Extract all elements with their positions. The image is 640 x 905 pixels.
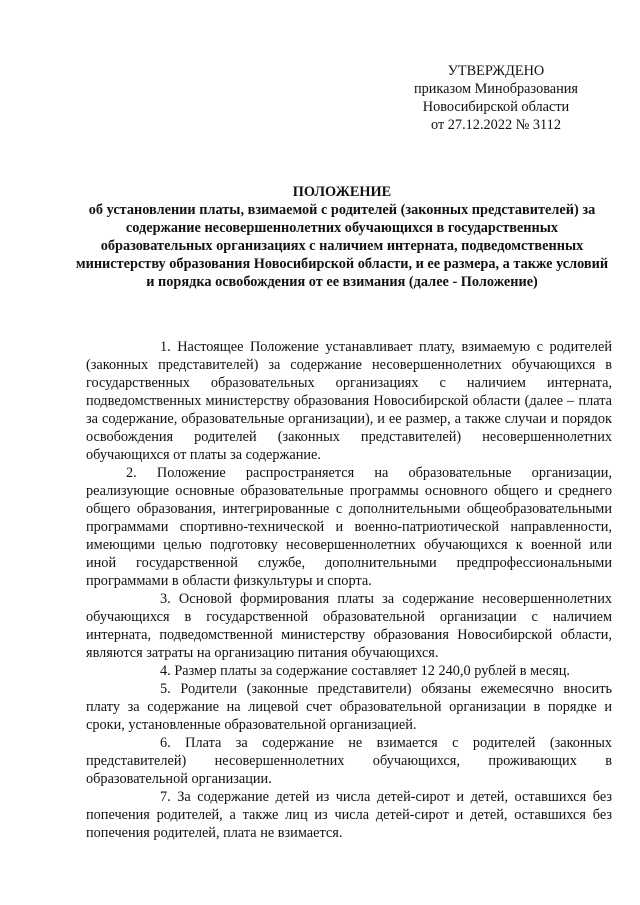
document-body	[86, 338, 612, 842]
paragraph-number: 3.	[160, 591, 171, 607]
paragraph-number: 5.	[160, 681, 171, 697]
document-title	[70, 183, 614, 291]
paragraph-6	[86, 734, 612, 788]
paragraph-number: 4.	[160, 663, 171, 679]
paragraph-2	[86, 464, 612, 590]
paragraph-text: Положение распространяется на образовательные организации, реализующие основные образовательные программы основного общего и среднего общего образования, интегрированные с дополнительными общеобразовательными программами спортивно-технической и военно-патриотической направленности, имеющими целью подготовку несовершеннолетних обучающихся к военной или иной государственной службе, дополнительными предпрофессиональными программами в области физкультуры и спорта.	[86, 465, 612, 589]
paragraph-3	[86, 590, 612, 662]
paragraph-text: Родители (законные представители) обязаны ежемесячно вносить плату за содержание на лицевой счет образовательной организации в порядке и сроки, установленные образовательной организацией.	[86, 681, 613, 733]
paragraph-4	[86, 662, 612, 680]
approval-region: Новосибирской области	[422, 99, 570, 115]
approval-order: приказом Минобразования	[413, 81, 579, 97]
paragraph-text: Плата за содержание не взимается с родителей (законных представителей) несовершеннолетних обучающихся, проживающих в образовательной организации.	[86, 735, 612, 787]
paragraph-7	[86, 788, 612, 842]
paragraph-number: 7.	[160, 789, 171, 805]
title-subtitle: об установлении платы, взимаемой с родителей (законных представителей) за содержание несовершеннолетних обучающихся в государственных образовательных организациях с наличием интерната, подведомственных министерству образования Новосибирской области, и ее размера, а также условий и порядка освобождения от ее взимания (далее - Положение)	[75, 202, 609, 290]
paragraph-number: 6.	[160, 735, 171, 751]
paragraph-text: Основой формирования платы за содержание несовершеннолетних обучающихся в государственной образовательной организации с наличием интерната, подведомственной министерству образования Новосибирской области, являются затраты на организацию питания обучающихся.	[86, 591, 612, 661]
paragraph-5	[86, 680, 612, 734]
approval-stamp	[392, 62, 600, 134]
paragraph-number: 1.	[160, 339, 171, 355]
paragraph-text: Настоящее Положение устанавливает плату, взимаемую с родителей (законных представителей) за содержание несовершеннолетних обучающихся в государственных образовательных организациях с наличием интерната, подведомственных министерству образования Новосибирской области (далее – плата за содержание, образовательные организации), и ее размер, а также случаи и порядок освобождения родителей (законных представителей) несовершеннолетних обучающихся от платы за содержание.	[86, 339, 612, 463]
approval-date-number: от 27.12.2022 № 3112	[431, 117, 561, 133]
title-heading: ПОЛОЖЕНИЕ	[292, 184, 392, 200]
paragraph-text: Размер платы за содержание составляет 12 240,0 рублей в месяц.	[174, 663, 571, 679]
approval-title: УТВЕРЖДЕНО	[447, 63, 545, 79]
paragraph-number: 2.	[126, 465, 137, 481]
paragraph-1	[86, 338, 612, 464]
paragraph-text: За содержание детей из числа детей-сирот и детей, оставшихся без попечения родителей, а также лиц из числа детей-сирот и детей, оставшихся без попечения родителей, плата не взимается.	[86, 789, 612, 841]
